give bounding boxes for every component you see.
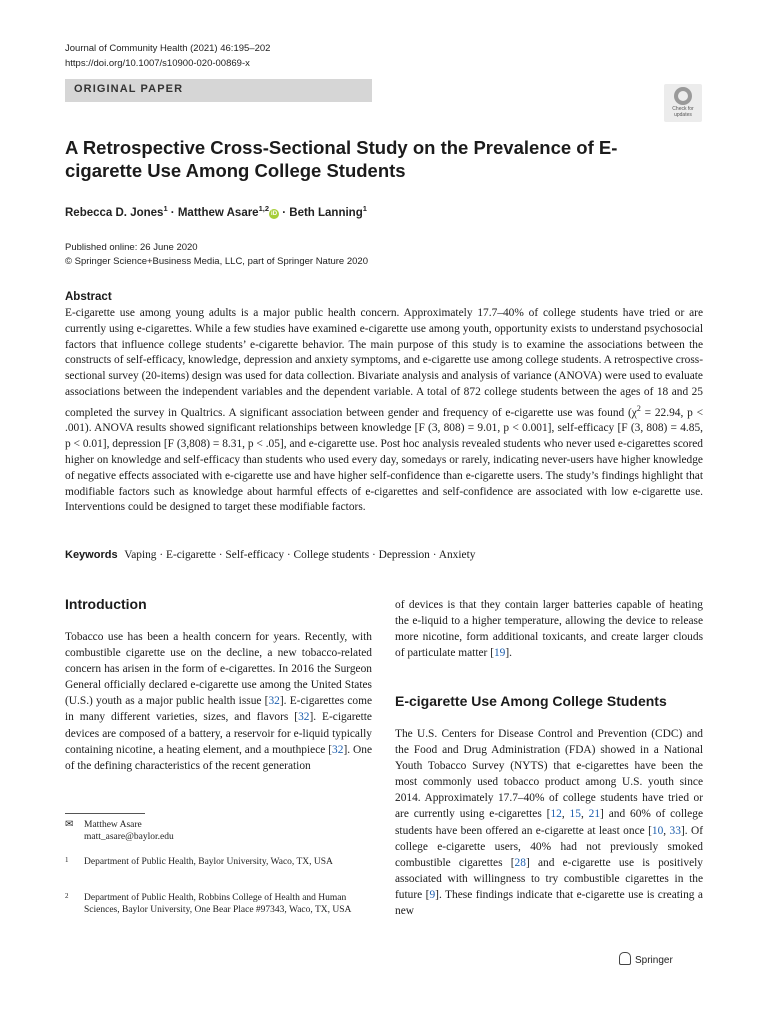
author-affiliation: 1 xyxy=(362,204,367,213)
intro-text: Tobacco use has been a health concern for years. Recently, with combustible cigarette use on the decline, a new tobacco-related concern has arisen in the form of e-cigarettes. In 2016 the Surgeon General officially declared e-cigarette use among the United States (U.S.) youth as a major public health issue [ xyxy=(65,631,372,708)
citation-link[interactable]: 28 xyxy=(514,856,526,869)
chi-symbol: χ xyxy=(631,406,637,419)
section-label-bar xyxy=(65,79,372,102)
citation-link[interactable]: 32 xyxy=(332,743,344,756)
affiliation-number: 2 xyxy=(65,892,69,900)
author-name[interactable]: Beth Lanning xyxy=(289,206,363,219)
publisher-logo xyxy=(619,952,673,966)
keywords-label: Keywords xyxy=(65,549,118,561)
journal-doi-link[interactable]: https://doi.org/10.1007/s10900-020-00869-x xyxy=(65,58,250,69)
publication-info xyxy=(65,241,368,269)
abstract-text xyxy=(65,306,703,516)
right-column-continuation xyxy=(395,597,703,661)
orcid-icon[interactable]: iD xyxy=(271,210,278,217)
author-affiliation: 1,2 xyxy=(258,204,270,213)
paper-title: A Retrospective Cross-Sectional Study on the Prevalence of E-cigarette Use Among College Students xyxy=(65,137,618,181)
abstract-part1: E-cigarette use among young adults is a major public health concern. Approximately 17.7–40% of college students have tried or are currently using e-cigarettes. While a few studies have examined e-cigarette use among youth, opportunity exists to understand psychosocial factors that influence college students’ e-cigarette behavior. The main purpose of this study is to examine the associations between the constructs of self-efficacy, knowledge, depression and anxiety symptoms, and e-cigarette use among college students. A retrospective cross-sectional survey (20-items) design was used for data collection. Bivariate analysis and analysis of variance (ANOVA) were used to evaluate associations between the independent variables and the dependent variable. A total of 872 college students between the ages of 18 and 25 completed the survey in Qualtrics. A significant association between gender and frequency of e-cigarette use was found ( xyxy=(65,307,703,419)
citation-link[interactable]: 9 xyxy=(429,888,436,901)
contact-email[interactable]: matt_asare@baylor.edu xyxy=(84,832,174,842)
springer-horse-icon xyxy=(619,952,631,965)
footnote-divider xyxy=(65,813,145,814)
section-text-part: ]. These findings indicate that e-cigarette use is creating a new xyxy=(395,888,703,918)
affiliation-text: Department of Public Health, Robbins College of Health and Human Sciences, Baylor University, One Bear Place #97343, Waco, TX, USA xyxy=(84,893,352,915)
abstract-heading: Abstract xyxy=(65,291,112,303)
section-heading: E-cigarette Use Among College Students xyxy=(395,693,667,709)
citation-link[interactable]: 15 xyxy=(569,808,581,821)
section-text-part: The U.S. Centers for Disease Control and Prevention (CDC) and the Food and Drug Administration (FDA) showed in a National Youth Tobacco Survey (NYTS) that e-cigarettes have been the most commonly used tobacco product among U.S. youth since 2014. Approximately 17.7–40% of college students have tried or are currently using e-cigarettes [ xyxy=(395,728,703,821)
abstract-part2: = 22.94, p < .001). ANOVA results showed significant relationships between knowledge [F (3, 808) = 9.01, p < 0.001], self-efficacy [F (3, 808) = 4.85, p < 0.01], depression [F (3,808) = 8.31, p < .05], and e-cigarette use. Post hoc analysis revealed students who never used e-cigarettes scored higher on knowledge and self-efficacy than students who used every day, somedays or rarely, indicating never-users have higher knowledge of negative effects associated with e-cigarette use and have higher self-confidence than e-cigarette users. The study’s findings highlight that modifiable factors such as knowledge about harmful effects of e-cigarettes and self-confidence are associated with low e-cigarette use. Interventions could be designed to target these modifiable factors. xyxy=(65,406,703,514)
citation-link[interactable]: 12 xyxy=(550,808,562,821)
publisher-name: Springer xyxy=(635,955,673,966)
section-text: The U.S. Centers for Disease Control and Prevention (CDC) and the Food and Drug Administration (FDA) showed in a National Youth Tobacco Survey (NYTS) that e-cigarettes have been the most commonly used tobacco product among U.S. youth since 2014. Approximately 17.7–40% of college students have tried or are currently using e-cigarettes [12, 15, 21] and 60% of college students have been offered an e-cigarette at least once [10, 33]. Of college e-cigarette users, 40% had not previously smoked combustible cigarettes [28] and e-cigarette use is positively associated with willingness to try combustible cigarettes in the future [9]. These findings indicate that e-cigarette use is creating a new xyxy=(395,728,704,918)
citation-link[interactable]: 10 xyxy=(651,824,664,837)
affiliation-number: 1 xyxy=(65,856,69,864)
citation-link[interactable]: 32 xyxy=(268,695,280,708)
author-affiliation: 1 xyxy=(163,204,168,213)
introduction-text xyxy=(65,629,372,774)
keywords xyxy=(65,549,703,561)
author-name[interactable]: Matthew Asare xyxy=(177,206,259,219)
continuation-text: of devices is that they contain larger batteries capable of heating the e-liquid to a higher temperature, allowing the device to release more nicotine, form additional toxicants, and create larger clouds of particulate matter [ xyxy=(395,599,703,660)
published-date: Published online: 26 June 2020 xyxy=(65,242,198,253)
keywords-list: Vaping · E-cigarette · Self-efficacy · College students · Depression · Anxiety xyxy=(124,549,476,561)
intro-text: ]. E-cigarette devices are composed of a battery, a reservoir for e-liquid typically containing nicotine, a heating element, and a mouthpiece [ xyxy=(65,711,372,756)
continuation-text: ]. xyxy=(505,647,513,660)
section-text-part: ] and 60% of college students have been offered an e-cigarette at least once [ xyxy=(395,808,703,837)
section-text-part: ] and e-cigarette use is positively associated with willingness to try combustible cigarettes in the future [ xyxy=(395,856,703,901)
intro-text: ]. One of the defining characteristics of the recent generation xyxy=(65,743,372,772)
section-text-part: ]. Of college e-cigarette users, 40% had not previously smoked combustible cigarettes [ xyxy=(395,824,704,869)
section-label: ORIGINAL PAPER xyxy=(74,83,184,95)
check-updates-line1: Check for xyxy=(672,106,694,112)
journal-citation: Journal of Community Health (2021) 46:195–202 xyxy=(65,43,271,54)
contact-footnote xyxy=(65,819,365,843)
copyright-notice: © Springer Science+Business Media, LLC, part of Springer Nature 2020 xyxy=(65,256,368,267)
citation-link[interactable]: 21 xyxy=(588,808,601,821)
affiliation-footnote xyxy=(65,892,365,916)
email-icon: ✉ xyxy=(65,819,74,830)
check-updates-icon xyxy=(674,87,692,105)
author-list: Rebecca D. Jones$^1$ · Matthew Asare$^{1,2}$iD · Beth Lanning$^1$ xyxy=(65,204,367,219)
contact-name: Matthew Asare xyxy=(84,820,142,830)
check-for-updates-badge[interactable] xyxy=(664,84,702,122)
citation-link[interactable]: 19 xyxy=(493,647,506,660)
affiliation-footnote xyxy=(65,856,365,868)
citation-link[interactable]: 32 xyxy=(298,711,310,724)
author-name[interactable]: Rebecca D. Jones xyxy=(65,206,164,219)
chi-superscript: 2 xyxy=(636,403,641,413)
journal-header xyxy=(65,41,270,71)
check-updates-line2: updates xyxy=(674,111,692,118)
introduction-heading: Introduction xyxy=(65,596,147,612)
affiliation-text: Department of Public Health, Baylor University, Waco, TX, USA xyxy=(84,857,333,867)
citation-link[interactable]: 33 xyxy=(669,824,681,837)
intro-text: ]. E-cigarettes come in many different varieties, sizes, and flavors [ xyxy=(65,695,372,724)
